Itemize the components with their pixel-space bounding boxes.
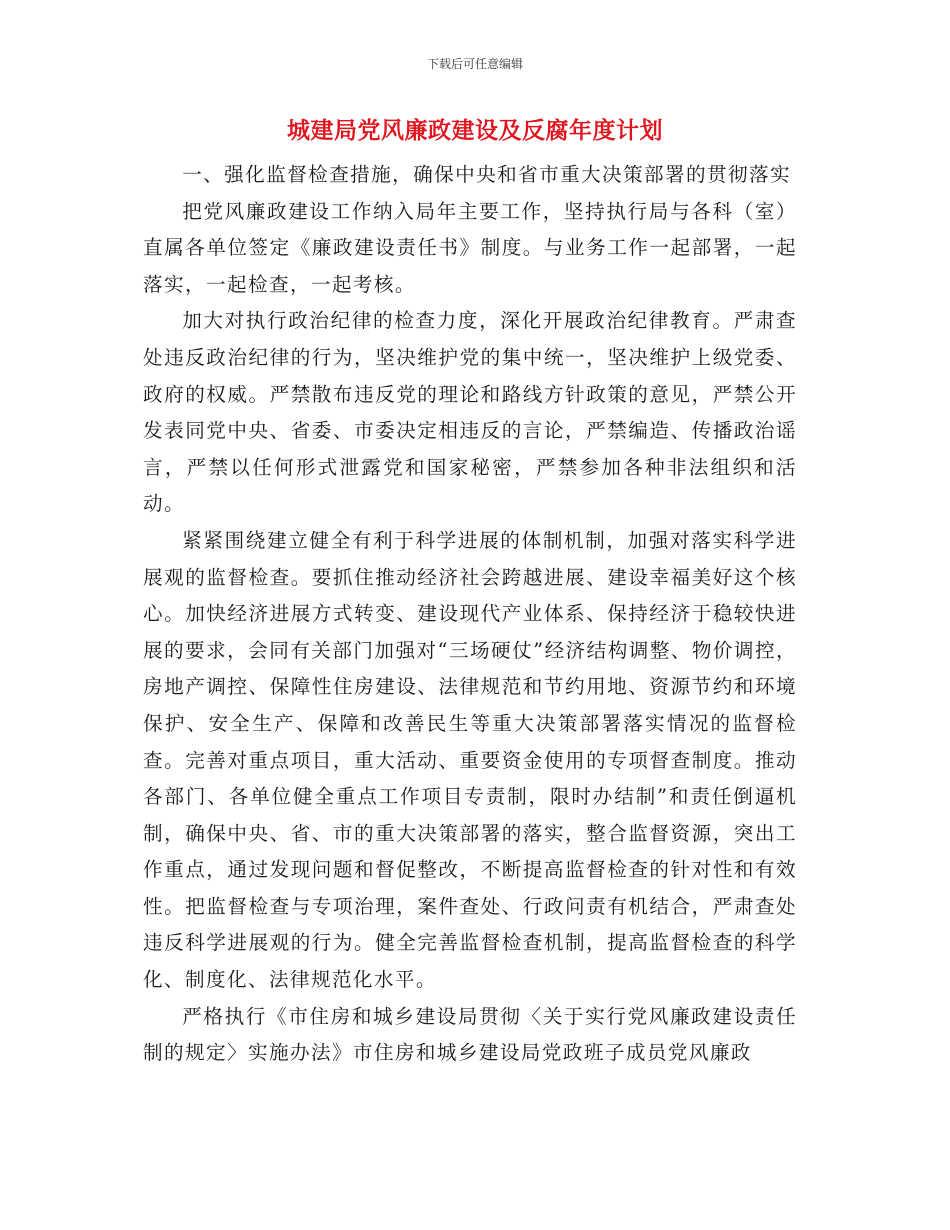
body-paragraph: 紧紧围绕建立健全有利于科学进展的体制机制，加强对落实科学进展观的监督检查。要抓住推动经济社会跨越进展、建设幸福美好这个核心。加快经济进展方式转变、建设现代产业体系、保持经济于稳较快进展的要求，会同有关部门加强对“三场硬仗”经济结构调整、物价调控，房地产调控、保障性住房建设、法律规范和节约用地、资源节约和环境保护、安全生产、保障和改善民生等重大决策部署落实情况的监督检查。完善对重点项目，重大活动、重要资金使用的专项督查制度。推动各部门、各单位健全重点工作项目专责制，限时办结制”和责任倒逼机制，确保中央、省、市的重大决策部署的落实，整合监督资源，突出工作重点，通过发现问题和督促整改，不断提高监督检查的针对性和有效性。把监督检查与专项治理，案件查处、行政问责有机结合，严肃查处违反科学进展观的行为。健全完善监督检查机制，提高监督检查的科学化、制度化、法律规范化水平。 (143, 528, 797, 992)
body-paragraph: 把党风廉政建设工作纳入局年主要工作，坚持执行局与各科（室）直属各单位签定《廉政建设责任书》制度。与业务工作一起部署，一起落实，一起检查，一起考核。 (143, 199, 797, 296)
page-header-note: 下载后可任意编辑 (426, 57, 523, 71)
body-paragraph: 严格执行《市住房和城乡建设局贯彻〈关于实行党风廉政建设责任制的规定〉实施办法》市住房和城乡建设局党政班子成员党风廉政 (143, 1004, 797, 1065)
document-title: 城建局党风廉政建设及反腐年度计划 (287, 118, 663, 144)
section-heading-1: 一、强化监督检查措施，确保中央和省市重大决策部署的贯彻落实 (182, 163, 792, 186)
body-paragraph: 加大对执行政治纪律的检查力度，深化开展政治纪律教育。严肃查处违反政治纪律的行为，坚决维护党的集中统一，坚决维护上级党委、政府的权威。严禁散布违反党的理论和路线方针政策的意见，严禁公开发表同党中央、省委、市委决定相违反的言论，严禁编造、传播政治谣言，严禁以任何形式泄露党和国家秘密，严禁参加各种非法组织和活动。 (143, 309, 797, 516)
document-body (143, 157, 797, 1072)
